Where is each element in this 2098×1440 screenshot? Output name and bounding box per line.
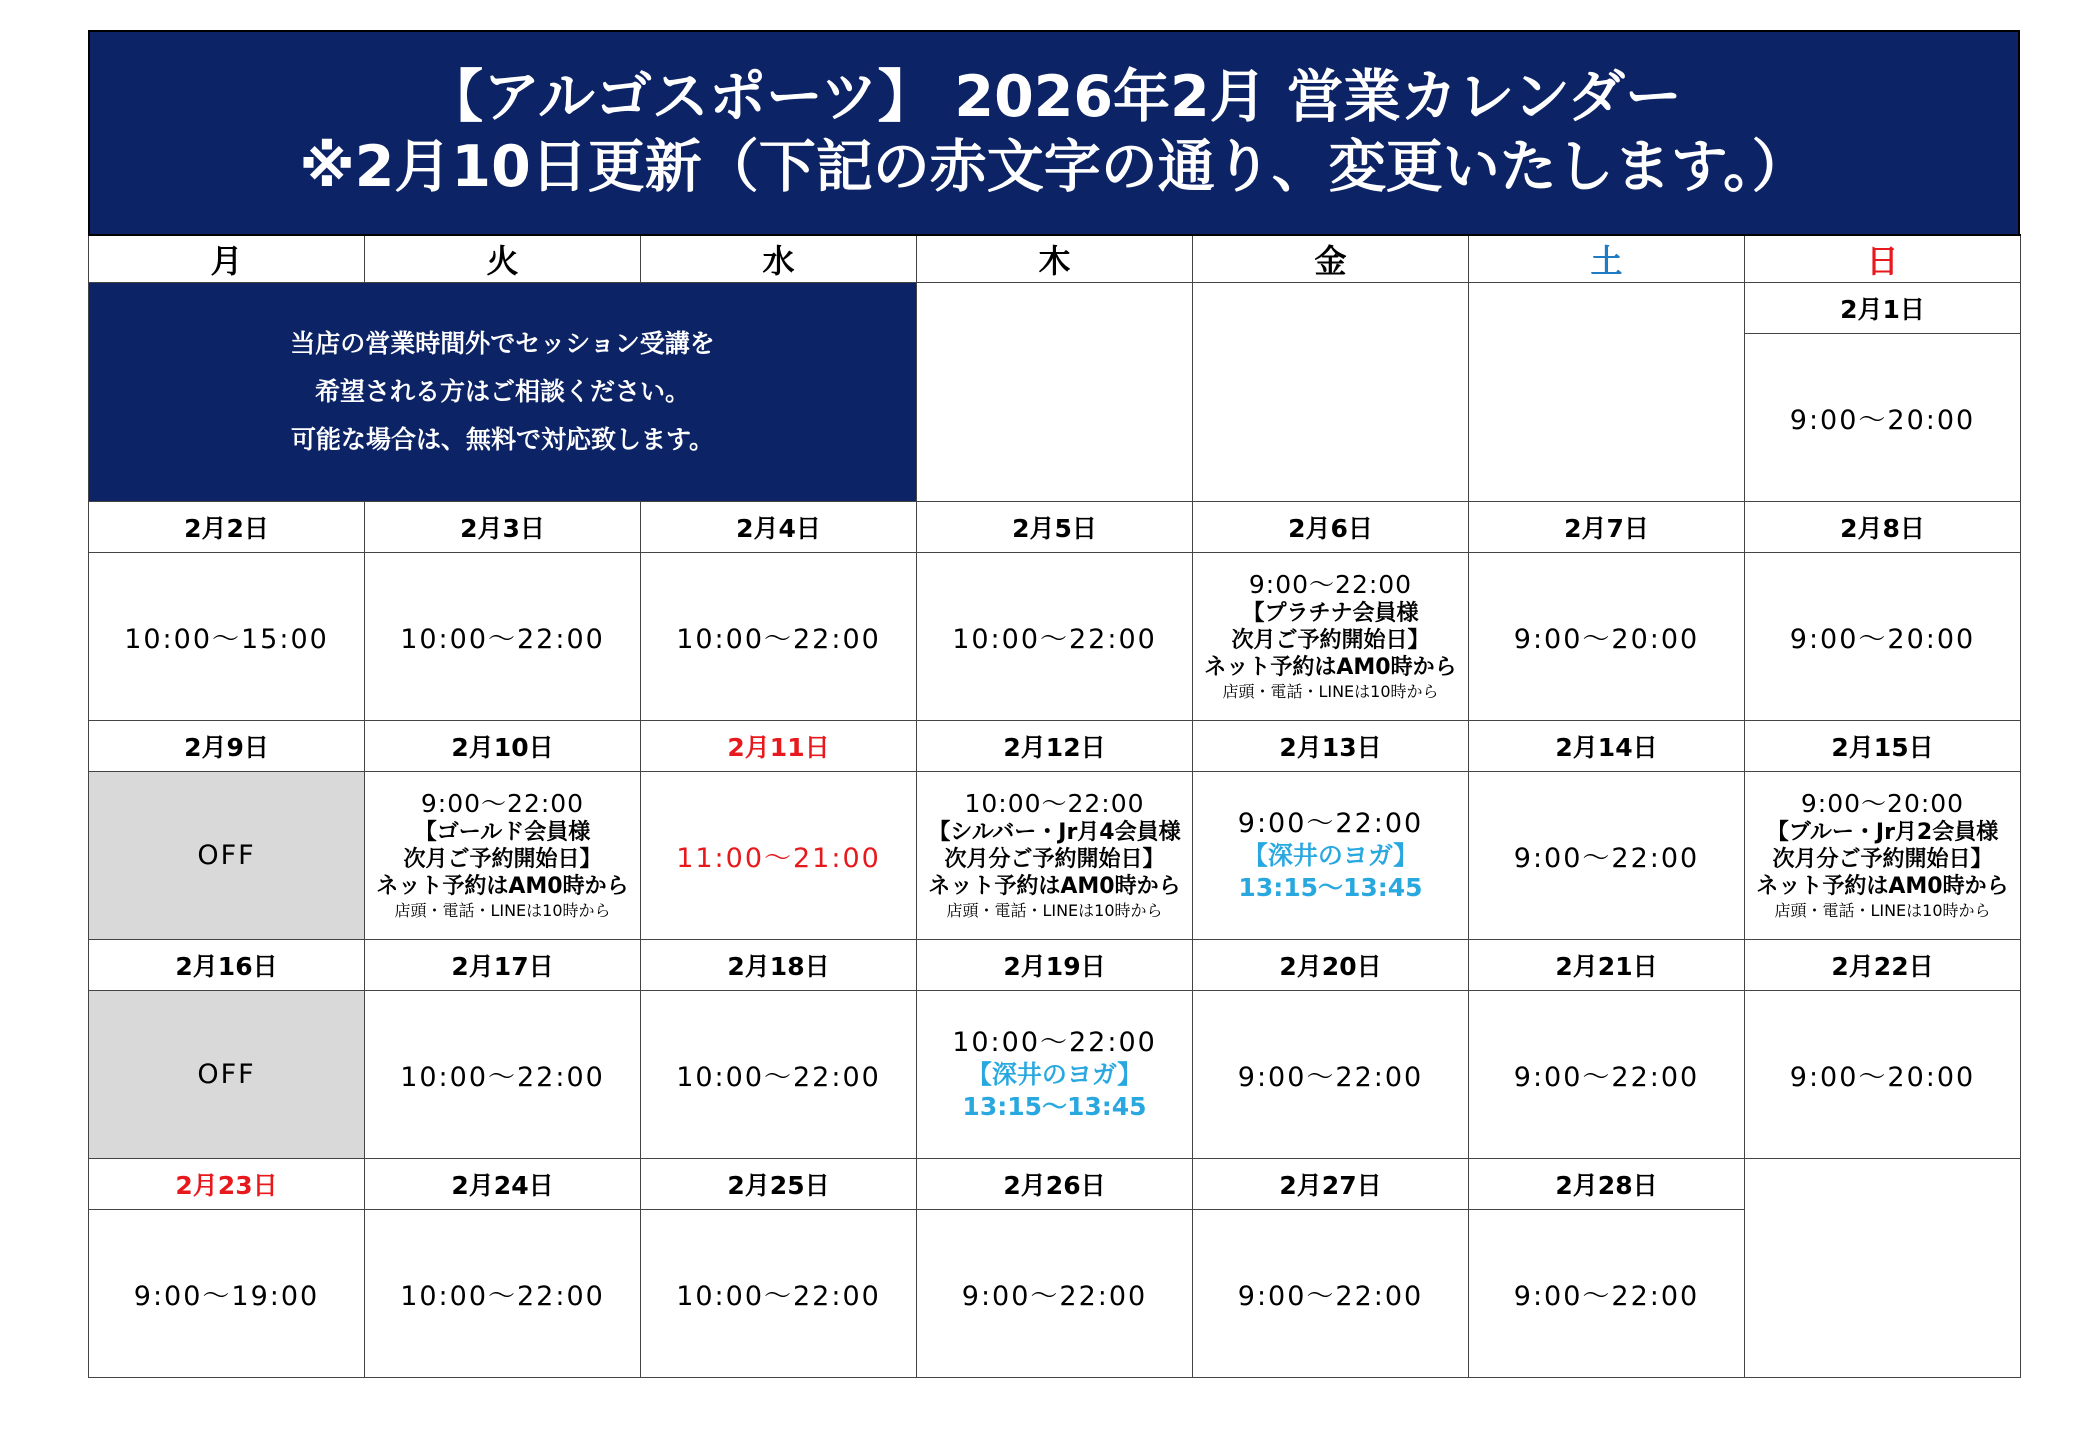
day-booking-cell [365, 772, 641, 940]
booking-note: 次月分ご予約開始日】 [1772, 847, 1993, 872]
day-hours: 9:00～22:00 [420, 789, 585, 818]
day-hours: 9:00～20:00 [1745, 991, 2021, 1159]
day-hours: 9:00～22:00 [1237, 807, 1424, 839]
day-date: 2月5日 [917, 502, 1193, 553]
day-date: 2月19日 [917, 940, 1193, 991]
day-date: 2月26日 [917, 1159, 1193, 1210]
notice-line2: 希望される方はご相談ください。 [314, 377, 690, 406]
weekday-thu: 木 [917, 235, 1193, 283]
day-date: 2月9日 [89, 721, 365, 772]
booking-note: 【プラチナ会員様 [1242, 601, 1419, 626]
booking-note: 次月分ご予約開始日】 [944, 847, 1165, 872]
day-date: 2月24日 [365, 1159, 641, 1210]
day-off: OFF [89, 772, 365, 940]
empty-cell [1193, 283, 1469, 502]
day-date: 2月3日 [365, 502, 641, 553]
week3-body-row [89, 772, 2021, 940]
day-hours: 10:00～22:00 [641, 553, 917, 721]
day-hours: 10:00～22:00 [641, 1210, 917, 1378]
store-booking-note: 店頭・電話・LINEは10時から [946, 901, 1163, 920]
day-hours: 9:00～22:00 [1469, 991, 1745, 1159]
consultation-notice [89, 283, 917, 502]
day-date: 2月18日 [641, 940, 917, 991]
empty-cell [1469, 283, 1745, 502]
booking-note: 次月ご予約開始日】 [403, 847, 602, 872]
day-date: 2月10日 [365, 721, 641, 772]
day-hours: 9:00～20:00 [1800, 789, 1965, 818]
yoga-session-time: 13:15～13:45 [1238, 872, 1423, 902]
calendar-title: 【アルゴスポーツ】 2026年2月 営業カレンダー [426, 64, 1682, 130]
calendar-header [88, 30, 2020, 234]
day-booking-cell [1193, 553, 1469, 721]
net-booking-note: ネット予約はAM0時から [1204, 655, 1457, 680]
day-date: 2月16日 [89, 940, 365, 991]
day-booking-cell [917, 772, 1193, 940]
weekday-mon: 月 [89, 235, 365, 283]
day-hours: 10:00～22:00 [641, 991, 917, 1159]
week2-date-row [89, 502, 2021, 553]
empty-cell [917, 283, 1193, 502]
store-booking-note: 店頭・電話・LINEは10時から [394, 901, 611, 920]
week4-date-row [89, 940, 2021, 991]
day-date: 2月4日 [641, 502, 917, 553]
day-hours: 10:00～22:00 [365, 1210, 641, 1378]
weekday-wed: 水 [641, 235, 917, 283]
day-date: 2月12日 [917, 721, 1193, 772]
day-date: 2月17日 [365, 940, 641, 991]
net-booking-note: ネット予約はAM0時から [376, 874, 629, 899]
day-date-holiday: 2月11日 [641, 721, 917, 772]
day-hours-changed: 11:00～21:00 [641, 772, 917, 940]
store-booking-note: 店頭・電話・LINEは10時から [1222, 682, 1439, 701]
day-yoga-cell [1193, 772, 1469, 940]
weekday-row [89, 235, 2021, 283]
weekday-fri: 金 [1193, 235, 1469, 283]
day-date: 2月13日 [1193, 721, 1469, 772]
day-date: 2月2日 [89, 502, 365, 553]
booking-note: 【ゴールド会員様 [414, 820, 591, 845]
weekday-sun: 日 [1745, 235, 2021, 283]
net-booking-note: ネット予約はAM0時から [928, 874, 1181, 899]
day-hours: 9:00～19:00 [89, 1210, 365, 1378]
day-hours: 9:00～22:00 [1248, 570, 1413, 599]
week5-body-row [89, 1210, 2021, 1378]
day-hours: 9:00～22:00 [1193, 991, 1469, 1159]
yoga-session-label: 【深井のヨガ】 [966, 1059, 1143, 1089]
day-date: 2月22日 [1745, 940, 2021, 991]
yoga-session-time: 13:15～13:45 [962, 1091, 1147, 1121]
day-date: 2月8日 [1745, 502, 2021, 553]
booking-note: 【シルバー・Jr月4会員様 [928, 820, 1181, 845]
day-hours: 10:00～22:00 [952, 1026, 1157, 1058]
business-calendar [88, 30, 2020, 1378]
day-off: OFF [89, 991, 365, 1159]
booking-note: 【ブルー・Jr月2会員様 [1766, 820, 1999, 845]
day-booking-cell [1745, 772, 2021, 940]
day-date: 2月28日 [1469, 1159, 1745, 1210]
day-date: 2月15日 [1745, 721, 2021, 772]
day-yoga-cell [917, 991, 1193, 1159]
week2-body-row [89, 553, 2021, 721]
day-hours: 9:00～20:00 [1469, 553, 1745, 721]
week1-date-row [89, 283, 2021, 334]
day-hours: 10:00～22:00 [917, 553, 1193, 721]
week5-date-row [89, 1159, 2021, 1210]
day-hours: 10:00～22:00 [365, 991, 641, 1159]
calendar-grid [88, 234, 2021, 1378]
weekday-tue: 火 [365, 235, 641, 283]
day-hours: 9:00～22:00 [1469, 1210, 1745, 1378]
notice-line1: 当店の営業時間外でセッション受講を [290, 329, 715, 358]
day-hours: 10:00～22:00 [964, 789, 1145, 818]
empty-cell [1745, 1159, 2021, 1378]
notice-line3: 可能な場合は、無料で対応致します。 [290, 425, 714, 454]
weekday-sat: 土 [1469, 235, 1745, 283]
week4-body-row [89, 991, 2021, 1159]
day-date: 2月25日 [641, 1159, 917, 1210]
day-date: 2月14日 [1469, 721, 1745, 772]
day-date: 2月20日 [1193, 940, 1469, 991]
yoga-session-label: 【深井のヨガ】 [1242, 840, 1419, 870]
day-date: 2月1日 [1745, 283, 2021, 334]
day-date: 2月21日 [1469, 940, 1745, 991]
day-hours: 9:00～20:00 [1745, 334, 2021, 502]
week3-date-row [89, 721, 2021, 772]
day-hours: 9:00～22:00 [1193, 1210, 1469, 1378]
day-date: 2月6日 [1193, 502, 1469, 553]
booking-note: 次月ご予約開始日】 [1231, 628, 1430, 653]
store-booking-note: 店頭・電話・LINEは10時から [1774, 901, 1991, 920]
day-hours: 9:00～22:00 [1469, 772, 1745, 940]
update-note: ※2月10日更新（下記の赤文字の通り、変更いたします。） [299, 134, 1809, 200]
day-hours: 9:00～22:00 [917, 1210, 1193, 1378]
net-booking-note: ネット予約はAM0時から [1756, 874, 2009, 899]
day-hours: 10:00～22:00 [365, 553, 641, 721]
day-date: 2月7日 [1469, 502, 1745, 553]
day-hours: 9:00～20:00 [1745, 553, 2021, 721]
day-date: 2月27日 [1193, 1159, 1469, 1210]
day-date-holiday: 2月23日 [89, 1159, 365, 1210]
day-hours: 10:00～15:00 [89, 553, 365, 721]
